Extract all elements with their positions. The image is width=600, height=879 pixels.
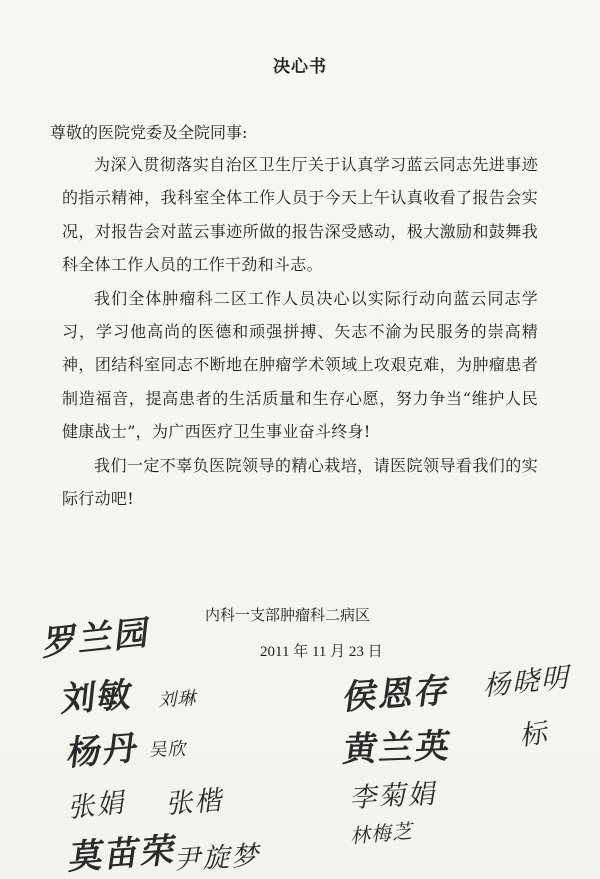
signature: 刘琳 — [157, 687, 200, 712]
signature: 林梅芝 — [349, 818, 417, 849]
department-name: 内科一支部肿瘤科二病区 — [205, 606, 371, 624]
letter-body — [62, 148, 538, 515]
signature: 罗兰园 — [41, 612, 154, 665]
paragraph-1: 为深入贯彻落实自治区卫生厅关于认真学习蓝云同志先进事迹的指示精神，我科室全体工作人员于今天上午认真收看了报告会实况，对报告会对蓝云事迹所做的报告深受感动，极大激励和鼓舞我科全体工作人员的工作干劲和斗志。 — [62, 155, 538, 275]
signature: 黄兰英 — [340, 726, 455, 771]
signature: 吴欣 — [148, 738, 190, 762]
signature: 侯恩存 — [340, 670, 455, 719]
signature: 杨丹 — [65, 727, 142, 775]
signature: 尹旋梦 — [172, 840, 266, 877]
signature: 标 — [520, 716, 553, 753]
signature: 杨晓明 — [481, 661, 576, 703]
signature: 李菊娟 — [349, 778, 441, 815]
document-title: 决心书 — [273, 57, 327, 77]
signature: 刘敏 — [59, 674, 136, 721]
salutation: 尊敬的医院党委及全院同事: — [50, 123, 248, 142]
paragraph-3: 我们一定不辜负医院领导的精心栽培，请医院领导看我们的实际行动吧! — [62, 455, 538, 509]
signature: 张楷 — [165, 784, 228, 821]
paragraph-2: 我们全体肿瘤科二区工作人员决心以实际行动向蓝云同志学习，学习他高尚的医德和顽强拼搏、矢志不渝为民服务的崇高精神，团结科室同志不断地在肿瘤学术领域上攻艰克难，为肿瘤患者制造福音，提高患者的生活质量和生存心愿，努力争当“维护人民健康战士”，为广西医疗卫生事业奋斗终身! — [62, 288, 538, 442]
signature: 张娟 — [67, 786, 130, 825]
document-date: 2011 年 11 月 23 日 — [260, 644, 383, 660]
signature: 莫苗荣 — [66, 830, 181, 879]
